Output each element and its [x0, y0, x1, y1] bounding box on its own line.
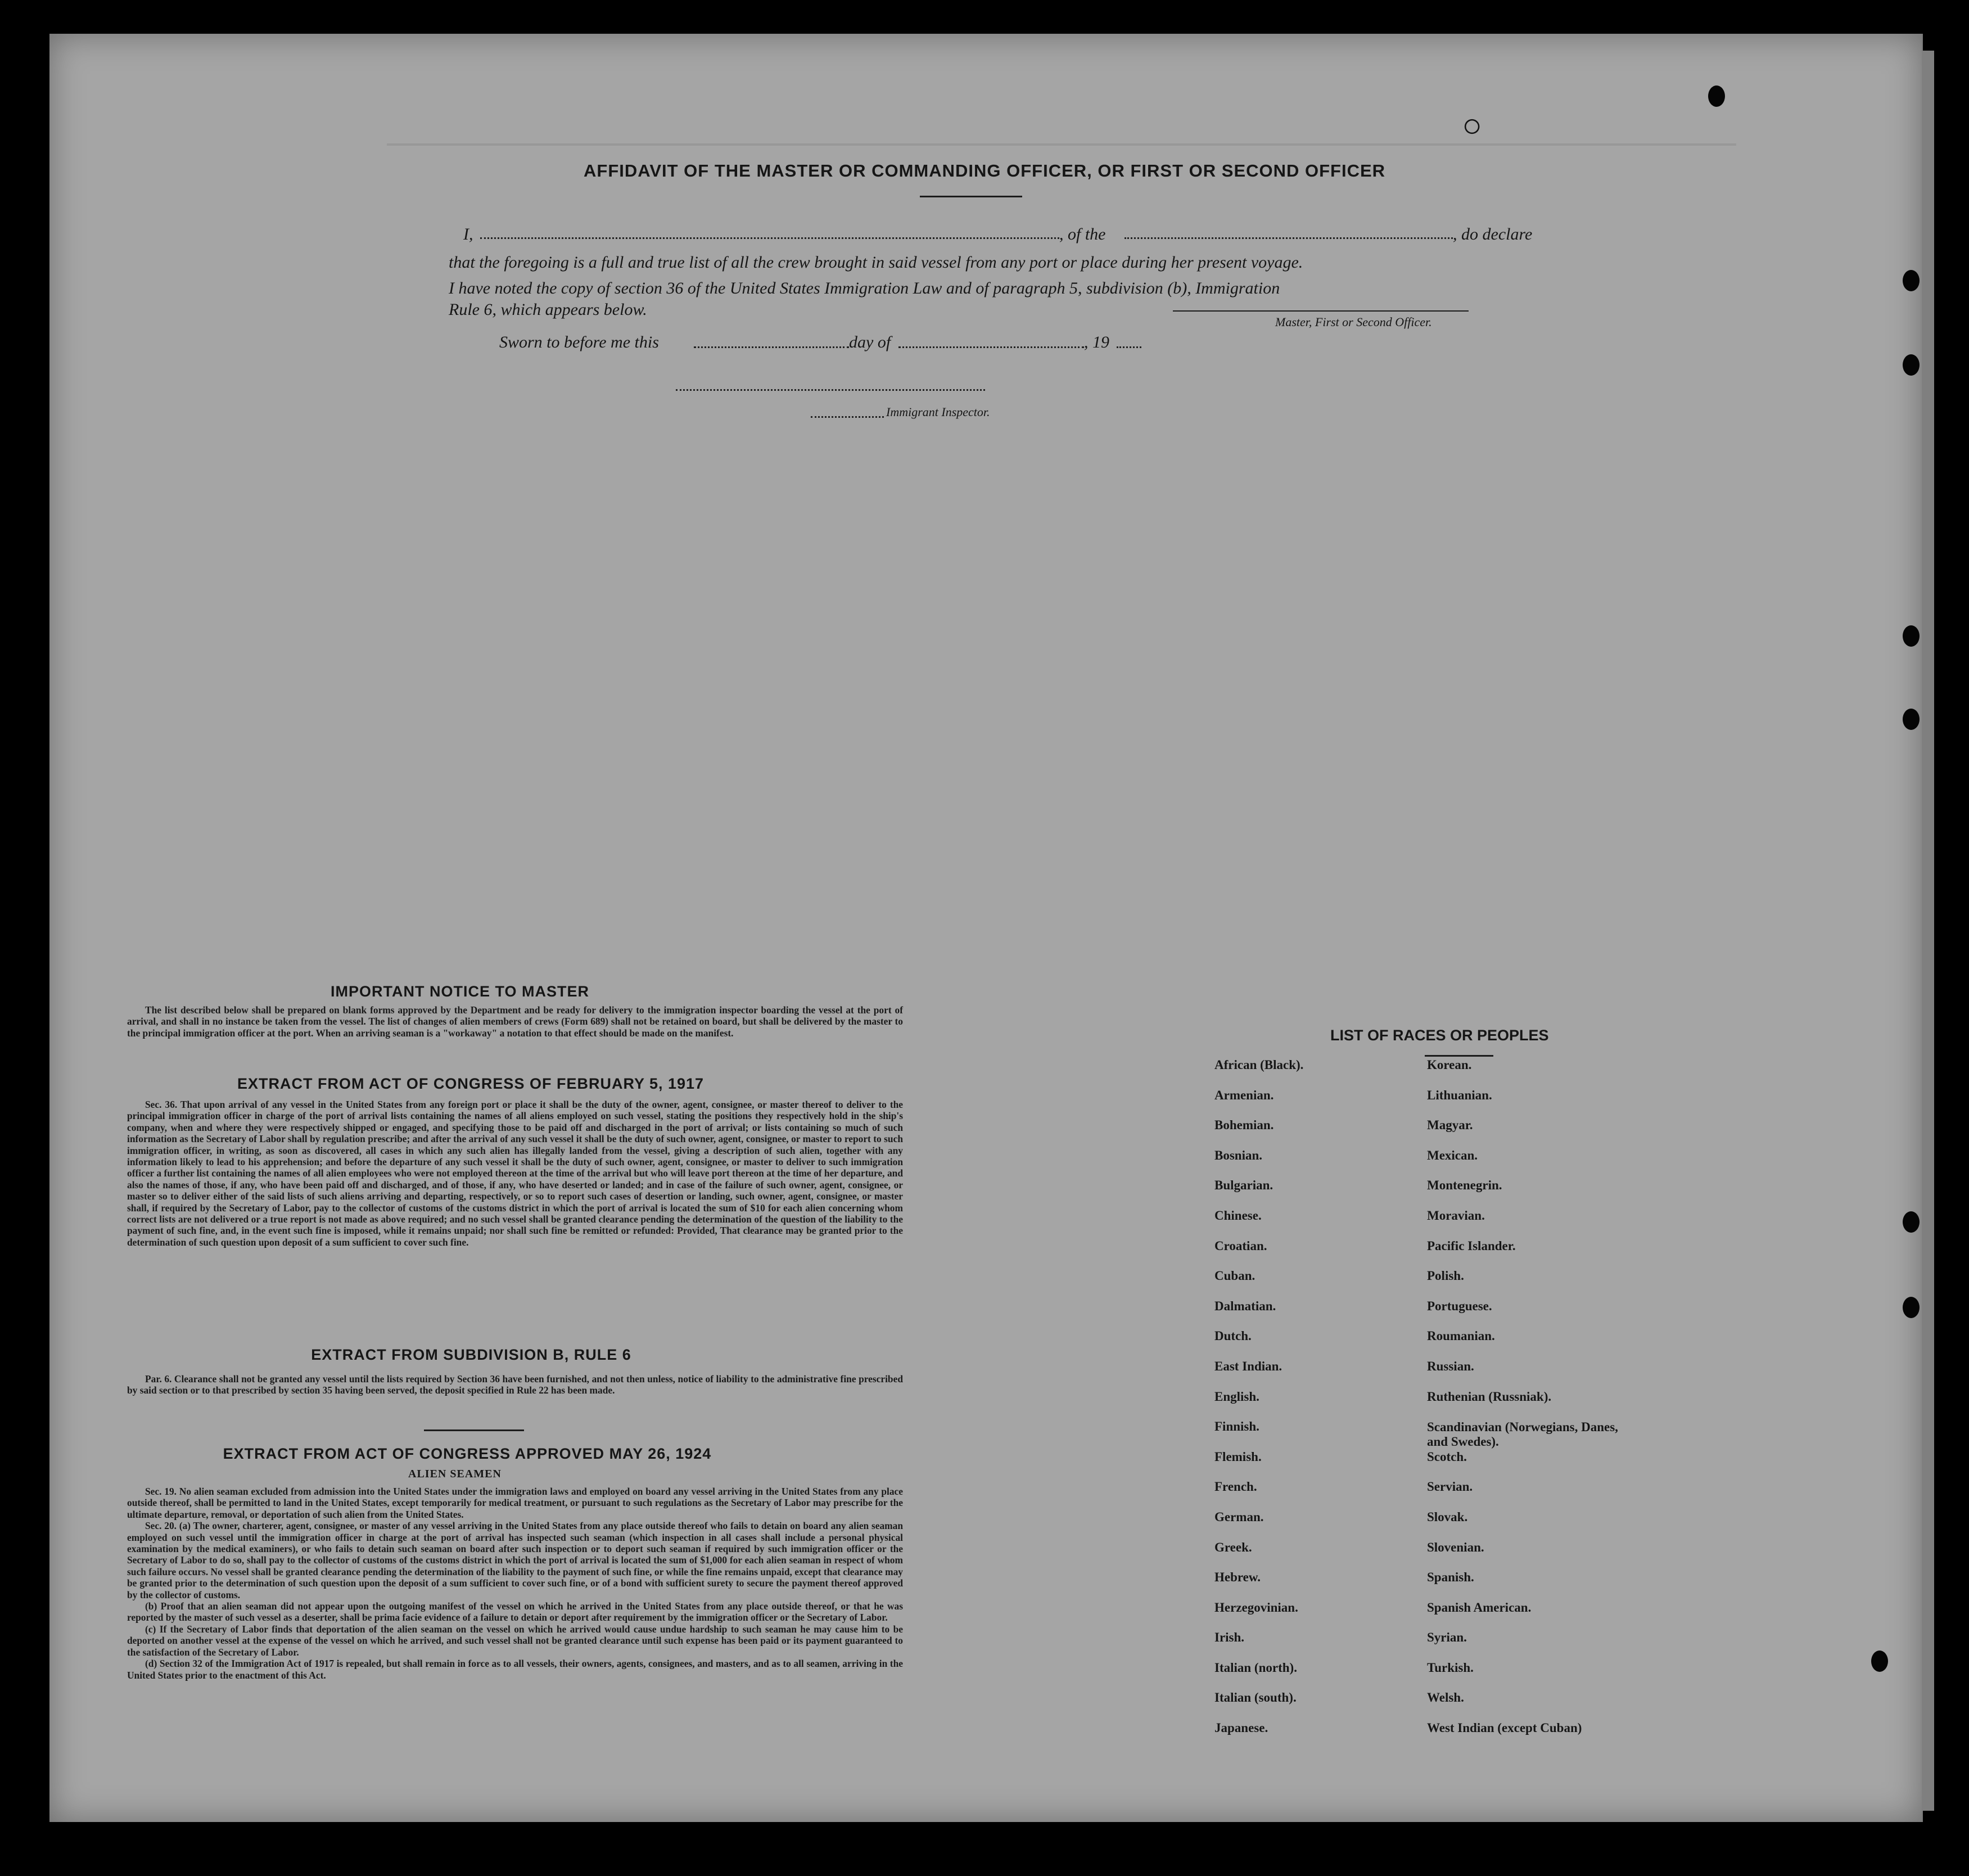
punch-hole-icon: [1903, 354, 1920, 376]
race-item: Scotch.: [1427, 1449, 1467, 1464]
inspector-name-field[interactable]: [811, 416, 884, 418]
races-title-rule: [1425, 1055, 1493, 1057]
sworn-label: Sworn to before me this: [499, 333, 659, 351]
race-item: Italian (south).: [1214, 1690, 1297, 1705]
races-right-column: [1427, 1058, 1629, 1752]
race-item: Russian.: [1427, 1359, 1474, 1373]
race-item: Bohemian.: [1214, 1118, 1274, 1133]
race-item: Herzegovinian.: [1214, 1600, 1298, 1615]
race-item: Turkish.: [1427, 1660, 1474, 1675]
punch-hole-icon: [1903, 625, 1920, 647]
race-item: German.: [1214, 1509, 1264, 1524]
handwritten-circle-mark: ○: [1462, 106, 1483, 144]
punch-hole-icon: [1903, 1211, 1920, 1233]
race-item: English.: [1214, 1389, 1259, 1404]
race-item: African (Black).: [1214, 1058, 1304, 1072]
punch-hole-icon: [1871, 1650, 1888, 1672]
race-item: Scandinavian (Norwegians, Danes, and Swedes).: [1427, 1420, 1618, 1449]
sec-20a-paragraph: Sec. 20. (a) The owner, charterer, agent, consignee, or master of any vessel arriving in the United States from any place outside thereof who fails to detain on board any alien seaman employed on such vessel until the immigration officer in charge at the port of arrival has inspected such seaman (which inspection in all cases shall include a personal physical examination by the medical examiners), or who fails to detain such seaman on board after such inspection or to deport such seaman if required by such immigration officer or the Secretary of Labor to do so, shall pay to the collector of customs of the customs district in which the port of arrival is located the sum of $1,000 for each alien seaman in respect of whom such failure occurs. No vessel shall be granted clearance pending the determination of the liability to the payment of such fine, or while the fine remains unpaid, except that clearance may be granted prior to the determination of such question upon the deposit of a sum sufficient to cover such fine, or of a bond with sufficient surety to secure the payment thereof approved by the collector of customs.: [127, 1520, 903, 1600]
race-item: Roumanian.: [1427, 1329, 1495, 1343]
sec-20d-paragraph: (d) Section 32 of the Immigration Act of 1917 is repealed, but shall remain in force as to all vessels, their owners, agents, consignees, and masters, and as to all seamen, arriving in the United States prior to the enactment of this Act.: [127, 1658, 903, 1681]
vessel-field[interactable]: [1125, 237, 1453, 239]
race-item: Servian.: [1427, 1480, 1473, 1494]
race-item: Ruthenian (Russniak).: [1427, 1389, 1552, 1404]
race-item: Hebrew.: [1214, 1570, 1261, 1585]
extract-1924-title: EXTRACT FROM ACT OF CONGRESS APPROVED MAY 26, 1924: [223, 1445, 712, 1462]
declaration-of-the: , of the: [1059, 225, 1106, 243]
sworn-year-field[interactable]: [1117, 346, 1141, 348]
race-item: East Indian.: [1214, 1359, 1282, 1373]
race-item: Montenegrin.: [1427, 1178, 1502, 1193]
affidavit-title: AFFIDAVIT OF THE MASTER OR COMMANDING OFFICER, OR FIRST OR SECOND OFFICER: [584, 161, 1386, 181]
races-title: LIST OF RACES OR PEOPLES: [1330, 1027, 1549, 1044]
extract-rule6-paragraph: Par. 6. Clearance shall not be granted any vessel until the lists required by Section 36 have been furnished, and not then unless, notice of liability to the administrative fine prescribed by said section or to that prescribed by section 35 having been served, the deposit specified in Rule 22 has been made.: [127, 1373, 903, 1396]
race-item: Bulgarian.: [1214, 1178, 1273, 1193]
name-field[interactable]: [480, 237, 1059, 239]
extract-rule6-title: EXTRACT FROM SUBDIVISION B, RULE 6: [311, 1346, 631, 1363]
declaration-i: I,: [463, 225, 473, 243]
punch-hole-icon: [1708, 85, 1725, 107]
race-item: Spanish American.: [1427, 1600, 1532, 1615]
sworn-month-field[interactable]: [898, 346, 1084, 348]
punch-hole-icon: [1903, 709, 1920, 730]
race-item: West Indian (except Cuban): [1427, 1721, 1582, 1735]
race-item: Magyar.: [1427, 1118, 1473, 1133]
race-item: Bosnian.: [1214, 1148, 1263, 1162]
race-item: Japanese.: [1214, 1721, 1268, 1735]
race-item: Moravian.: [1427, 1208, 1485, 1223]
race-item: Dutch.: [1214, 1329, 1252, 1343]
races-left-column: [1214, 1058, 1303, 1752]
notice-text: [127, 1004, 903, 1039]
alien-seamen-subtitle: ALIEN SEAMEN: [408, 1468, 502, 1480]
declaration-declare: , do declare: [1453, 225, 1533, 243]
affidavit-title-rule: [920, 196, 1022, 197]
race-item: Mexican.: [1427, 1148, 1478, 1162]
race-item: Welsh.: [1427, 1690, 1464, 1705]
declaration-line-3: I have noted the copy of section 36 of the United States Immigration Law and of paragraph 5, subdivision (b), Immigration: [449, 279, 1280, 297]
race-item: Slovak.: [1427, 1509, 1468, 1524]
race-item: Portuguese.: [1427, 1298, 1492, 1313]
race-item: Spanish.: [1427, 1570, 1474, 1585]
race-item: Croatian.: [1214, 1238, 1267, 1253]
race-item: Slovenian.: [1427, 1540, 1484, 1554]
master-signature-line[interactable]: [1173, 310, 1469, 312]
punch-hole-icon: [1903, 270, 1920, 291]
race-item: Flemish.: [1214, 1449, 1262, 1464]
race-item: Finnish.: [1214, 1419, 1259, 1434]
extract-1917-text: [127, 1099, 903, 1248]
sworn-date-field[interactable]: [694, 346, 849, 348]
race-item: Syrian.: [1427, 1630, 1467, 1645]
race-item: Italian (north).: [1214, 1660, 1297, 1675]
race-item: French.: [1214, 1480, 1257, 1494]
page-edge: [1922, 51, 1934, 1811]
race-item: Greek.: [1214, 1540, 1252, 1554]
race-item: Chinese.: [1214, 1208, 1262, 1223]
extract-1924-text: [127, 1486, 903, 1681]
sec-19-paragraph: Sec. 19. No alien seaman excluded from admission into the United States under the immigration laws and employed on board any vessel arriving in the United States from any place outside thereof, shall be permitted to land in the United States, except temporarily for medical treatment, or pursuant to such regulations as the Secretary of Labor may prescribe for the ultimate departure, removal, or deportation of such alien from the United States.: [127, 1486, 903, 1520]
extract-1917-title: EXTRACT FROM ACT OF CONGRESS OF FEBRUARY 5, 1917: [237, 1075, 704, 1092]
declaration-line-2: that the foregoing is a full and true list of all the crew brought in said vessel from any port or place during her present voyage.: [449, 253, 1303, 272]
document-page: [49, 34, 1923, 1822]
notice-paragraph: The list described below shall be prepared on blank forms approved by the Department and be ready for delivery to the immigration inspector boarding the vessel at the port of arrival, and shall in no instance be taken from the vessel. The list of changes of alien members of crews (Form 689) shall not be retained on board, but shall be delivered by the master to the principal immigration officer at the port. When an arriving seaman is a "workaway" a notation to that effect should be made on the manifest.: [127, 1004, 903, 1039]
race-item: Pacific Islander.: [1427, 1238, 1516, 1253]
year-label: , 19: [1084, 333, 1109, 351]
inspector-signature-line[interactable]: [676, 389, 985, 391]
declaration-line-4: Rule 6, which appears below.: [449, 300, 647, 319]
race-item: Cuban.: [1214, 1269, 1256, 1283]
race-item: Lithuanian.: [1427, 1088, 1492, 1102]
rule6-separator: [424, 1429, 524, 1431]
punch-hole-icon: [1903, 1297, 1920, 1318]
sec-20c-paragraph: (c) If the Secretary of Labor finds that deportation of the alien seaman on the vessel on which he arrived would cause undue hardship to such seaman he may cause him to be deported on another vessel at the expense of the vessel on which he arrived, and such vessel shall not be granted clearance until such expense has been paid or its payment guaranteed to the satisfaction of the Secretary of Labor.: [127, 1623, 903, 1658]
master-signature-label: Master, First or Second Officer.: [1275, 315, 1432, 329]
race-item: Armenian.: [1214, 1088, 1274, 1102]
race-item: Polish.: [1427, 1269, 1464, 1283]
day-of-label: day of: [849, 333, 891, 351]
extract-rule6-text: [127, 1373, 903, 1396]
race-item: Korean.: [1427, 1058, 1472, 1072]
sec-20b-paragraph: (b) Proof that an alien seaman did not appear upon the outgoing manifest of the vessel on which he arrived in the United States from any place outside thereof, or that he was reported by the master of such vessel as a deserter, shall be prima facie evidence of a failure to detain or deport after requirement by the immigration officer or the Secretary of Labor.: [127, 1600, 903, 1624]
notice-title: IMPORTANT NOTICE TO MASTER: [331, 983, 589, 1000]
race-item: Irish.: [1214, 1630, 1245, 1645]
inspector-label: Immigrant Inspector.: [886, 405, 990, 419]
race-item: Dalmatian.: [1214, 1298, 1276, 1313]
extract-1917-paragraph: Sec. 36. That upon arrival of any vessel in the United States from any foreign port or place it shall be the duty of the owner, agent, consignee, or master thereof to deliver to the principal immigration officer in charge of the port of arrival lists containing the names of all aliens employed on such vessel, stating the positions they respectively hold in the ship's company, when and where they were respectively shipped or engaged, and specifying those to be paid off and discharged in the port of arrival; or lists containing so much of such information as the Secretary of Labor shall by regulation prescribe; and after the arrival of any such vessel it shall be the duty of such owner, agent, consignee, or master to report to such immigration officer, in writing, as soon as discovered, all cases in which any such alien has illegally landed from the vessel, giving a description of such alien, together with any information likely to lead to his apprehension; and before the departure of any such vessel it shall be the duty of such owner, agent, consignee, or master to deliver to such immigration officer a further list containing the names of all alien employees who were not employed thereon at the time of the arrival but who will leave port thereon at the time of her departure, and also the names of those, if any, who have been paid off and discharged, and of those, if any, who have deserted or landed; and in case of the failure of such owner, agent, consignee, or master so to deliver either of the said lists of such aliens arriving and departing, respectively, or so to report such cases of desertion or landing, such owner, agent, consignee, or master shall, if required by the Secretary of Labor, pay to the collector of customs of the customs district in which the port of arrival is located the sum of $10 for each alien concerning whom correct lists are not delivered or a true report is not made as above required; and no such vessel shall be granted clearance pending the determination of the question of the liability to the payment of such fine, and, in the event such fine is imposed, while it remains unpaid; nor shall such fine be remitted or refunded: Provided, That clearance may be granted prior to the determination of such question upon deposit of a sum sufficient to cover such fine.: [127, 1099, 903, 1248]
